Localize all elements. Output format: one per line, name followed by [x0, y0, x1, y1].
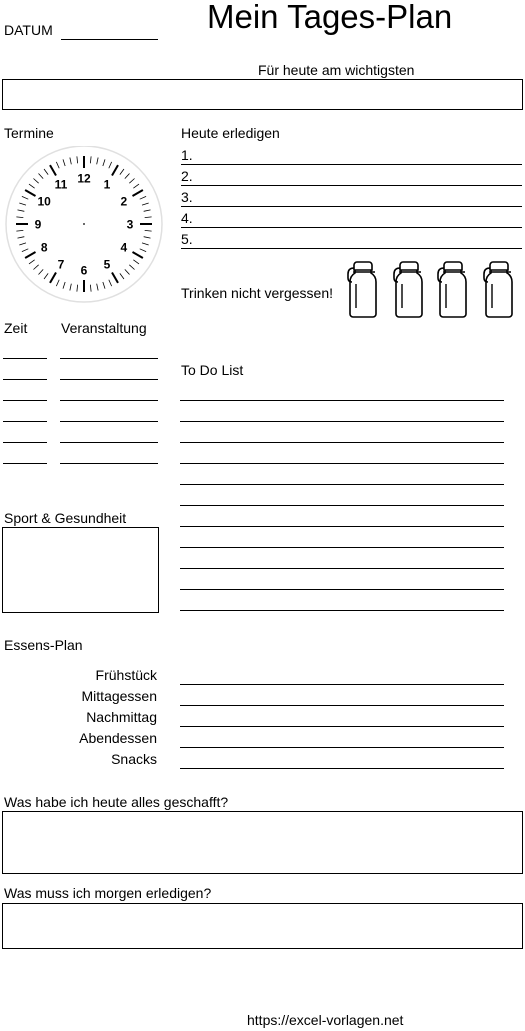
clock-number: 5 — [103, 257, 111, 272]
clock-minute-tick — [145, 230, 152, 231]
footer-url[interactable]: https://excel-vorlagen.net — [247, 1012, 404, 1028]
event-line[interactable] — [60, 379, 158, 380]
clock-minute-tick — [142, 203, 149, 205]
event-header: Veranstaltung — [61, 320, 147, 336]
meal-line[interactable] — [180, 768, 504, 769]
water-bottle-icon[interactable] — [480, 258, 520, 320]
tasks-label: Heute erledigen — [181, 125, 280, 141]
date-label: DATUM — [4, 22, 53, 38]
task-number: 2. — [181, 168, 193, 184]
time-line[interactable] — [3, 379, 47, 380]
clock-minute-tick — [77, 285, 78, 292]
clock-minute-tick — [97, 157, 98, 164]
tomorrow-label: Was muss ich morgen erledigen? — [4, 885, 212, 901]
clock-minute-tick — [63, 282, 65, 289]
clock-minute-tick — [22, 249, 28, 252]
clock-number: 12 — [77, 171, 91, 186]
clock-minute-tick — [19, 203, 26, 205]
clock-minute-tick — [97, 284, 98, 291]
clock-minute-tick — [19, 243, 26, 245]
task-line[interactable] — [181, 206, 522, 207]
clock-number: 4 — [120, 240, 128, 255]
task-line[interactable] — [181, 227, 522, 228]
meal-label: Frühstück — [95, 667, 157, 683]
clock-number: 8 — [40, 240, 48, 255]
clock-minute-tick — [133, 184, 139, 188]
clock-minute-tick — [70, 157, 71, 164]
task-line[interactable] — [181, 164, 522, 165]
clock-minute-tick — [63, 159, 65, 166]
todo-line[interactable] — [180, 526, 504, 527]
clock-minute-tick — [38, 173, 43, 178]
clock-minute-tick — [33, 265, 38, 270]
clock-minute-tick — [56, 162, 59, 168]
todo-line[interactable] — [180, 610, 504, 611]
time-line[interactable] — [3, 400, 47, 401]
clock-minute-tick — [17, 237, 24, 238]
clock-hour-tick — [132, 190, 142, 196]
time-line[interactable] — [3, 463, 47, 464]
clock-minute-tick — [33, 178, 38, 183]
clock-minute-tick — [133, 260, 139, 264]
clock-minute-tick — [22, 196, 28, 199]
event-line[interactable] — [60, 358, 158, 359]
priority-box[interactable] — [2, 79, 523, 110]
clock-minute-tick — [90, 285, 91, 292]
task-number: 4. — [181, 210, 193, 226]
task-line[interactable] — [181, 248, 522, 249]
meals-label: Essens-Plan — [4, 637, 83, 653]
clock-minute-tick — [103, 159, 105, 166]
todo-line[interactable] — [180, 484, 504, 485]
clock-icon — [4, 146, 164, 306]
clock-minute-tick — [140, 196, 146, 199]
sport-box[interactable] — [2, 527, 159, 613]
clock-minute-tick — [125, 173, 130, 178]
todo-line[interactable] — [180, 442, 504, 443]
water-bottle-icon[interactable] — [434, 258, 474, 320]
clock-hour-tick — [50, 272, 56, 282]
clock-minute-tick — [120, 273, 124, 279]
clock-number: 11 — [54, 177, 68, 192]
time-line[interactable] — [3, 358, 47, 359]
todo-line[interactable] — [180, 589, 504, 590]
time-header: Zeit — [4, 320, 28, 336]
meal-label: Abendessen — [79, 730, 157, 746]
done-label: Was habe ich heute alles geschafft? — [4, 794, 229, 810]
event-line[interactable] — [60, 442, 158, 443]
clock-minute-tick — [140, 249, 146, 252]
time-line[interactable] — [3, 442, 47, 443]
clock-hour-tick — [112, 165, 118, 175]
drink-label: Trinken nicht vergessen! — [181, 285, 333, 301]
event-line[interactable] — [60, 421, 158, 422]
clock-minute-tick — [129, 178, 134, 183]
appointments-label: Termine — [4, 125, 54, 141]
meal-line[interactable] — [180, 684, 504, 685]
clock-number: 6 — [80, 263, 88, 278]
water-bottle-icon[interactable] — [344, 258, 384, 320]
clock-minute-tick — [44, 273, 48, 279]
clock-minute-tick — [109, 280, 112, 286]
clock-number: 2 — [120, 194, 128, 209]
todo-line[interactable] — [180, 463, 504, 464]
clock-minute-tick — [90, 156, 91, 163]
meal-line[interactable] — [180, 705, 504, 706]
todo-line[interactable] — [180, 421, 504, 422]
meal-line[interactable] — [180, 747, 504, 748]
clock-minute-tick — [77, 156, 78, 163]
done-box[interactable] — [2, 811, 523, 874]
todo-line[interactable] — [180, 505, 504, 506]
clock-hour-tick — [112, 272, 118, 282]
clock-minute-tick — [56, 280, 59, 286]
meal-label: Snacks — [111, 751, 157, 767]
time-line[interactable] — [3, 421, 47, 422]
tomorrow-box[interactable] — [2, 903, 523, 949]
clock-number: 3 — [126, 217, 134, 232]
date-line[interactable] — [61, 39, 158, 40]
sport-label: Sport & Gesundheit — [4, 510, 127, 526]
task-number: 5. — [181, 231, 193, 247]
meal-label: Nachmittag — [86, 709, 157, 725]
clock-minute-tick — [70, 284, 71, 291]
clock-number: 10 — [37, 194, 51, 209]
clock-number: 9 — [34, 217, 42, 232]
clock-minute-tick — [145, 217, 152, 218]
clock-minute-tick — [109, 162, 112, 168]
clock-minute-tick — [44, 169, 48, 175]
meal-line[interactable] — [180, 726, 504, 727]
priority-label: Für heute am wichtigsten — [258, 62, 415, 78]
clock-hour-tick — [132, 252, 142, 258]
todo-line[interactable] — [180, 547, 504, 548]
clock-number: 7 — [57, 257, 65, 272]
task-number: 3. — [181, 189, 193, 205]
todo-line[interactable] — [180, 568, 504, 569]
clock-minute-tick — [144, 237, 151, 238]
clock-minute-tick — [29, 260, 35, 264]
clock-minute-tick — [142, 243, 149, 245]
clock-minute-tick — [17, 210, 24, 211]
clock-minute-tick — [16, 230, 23, 231]
clock-number: 1 — [103, 177, 111, 192]
page-title: Mein Tages-Plan — [207, 0, 453, 35]
clock-minute-tick — [144, 210, 151, 211]
task-number: 1. — [181, 147, 193, 163]
water-bottle-icon[interactable] — [390, 258, 430, 320]
clock-hour-tick — [50, 165, 56, 175]
clock-minute-tick — [38, 269, 43, 274]
todo-label: To Do List — [181, 362, 244, 378]
clock-minute-tick — [120, 169, 124, 175]
clock-hour-tick — [25, 252, 35, 258]
meal-label: Mittagessen — [81, 688, 157, 704]
todo-line[interactable] — [180, 400, 504, 401]
clock-minute-tick — [103, 282, 105, 289]
clock-center — [83, 223, 85, 225]
event-line[interactable] — [60, 463, 158, 464]
clock-minute-tick — [29, 184, 35, 188]
clock-minute-tick — [129, 265, 134, 270]
task-line[interactable] — [181, 185, 522, 186]
event-line[interactable] — [60, 400, 158, 401]
clock-hour-tick — [25, 190, 35, 196]
clock-minute-tick — [16, 217, 23, 218]
clock-minute-tick — [125, 269, 130, 274]
